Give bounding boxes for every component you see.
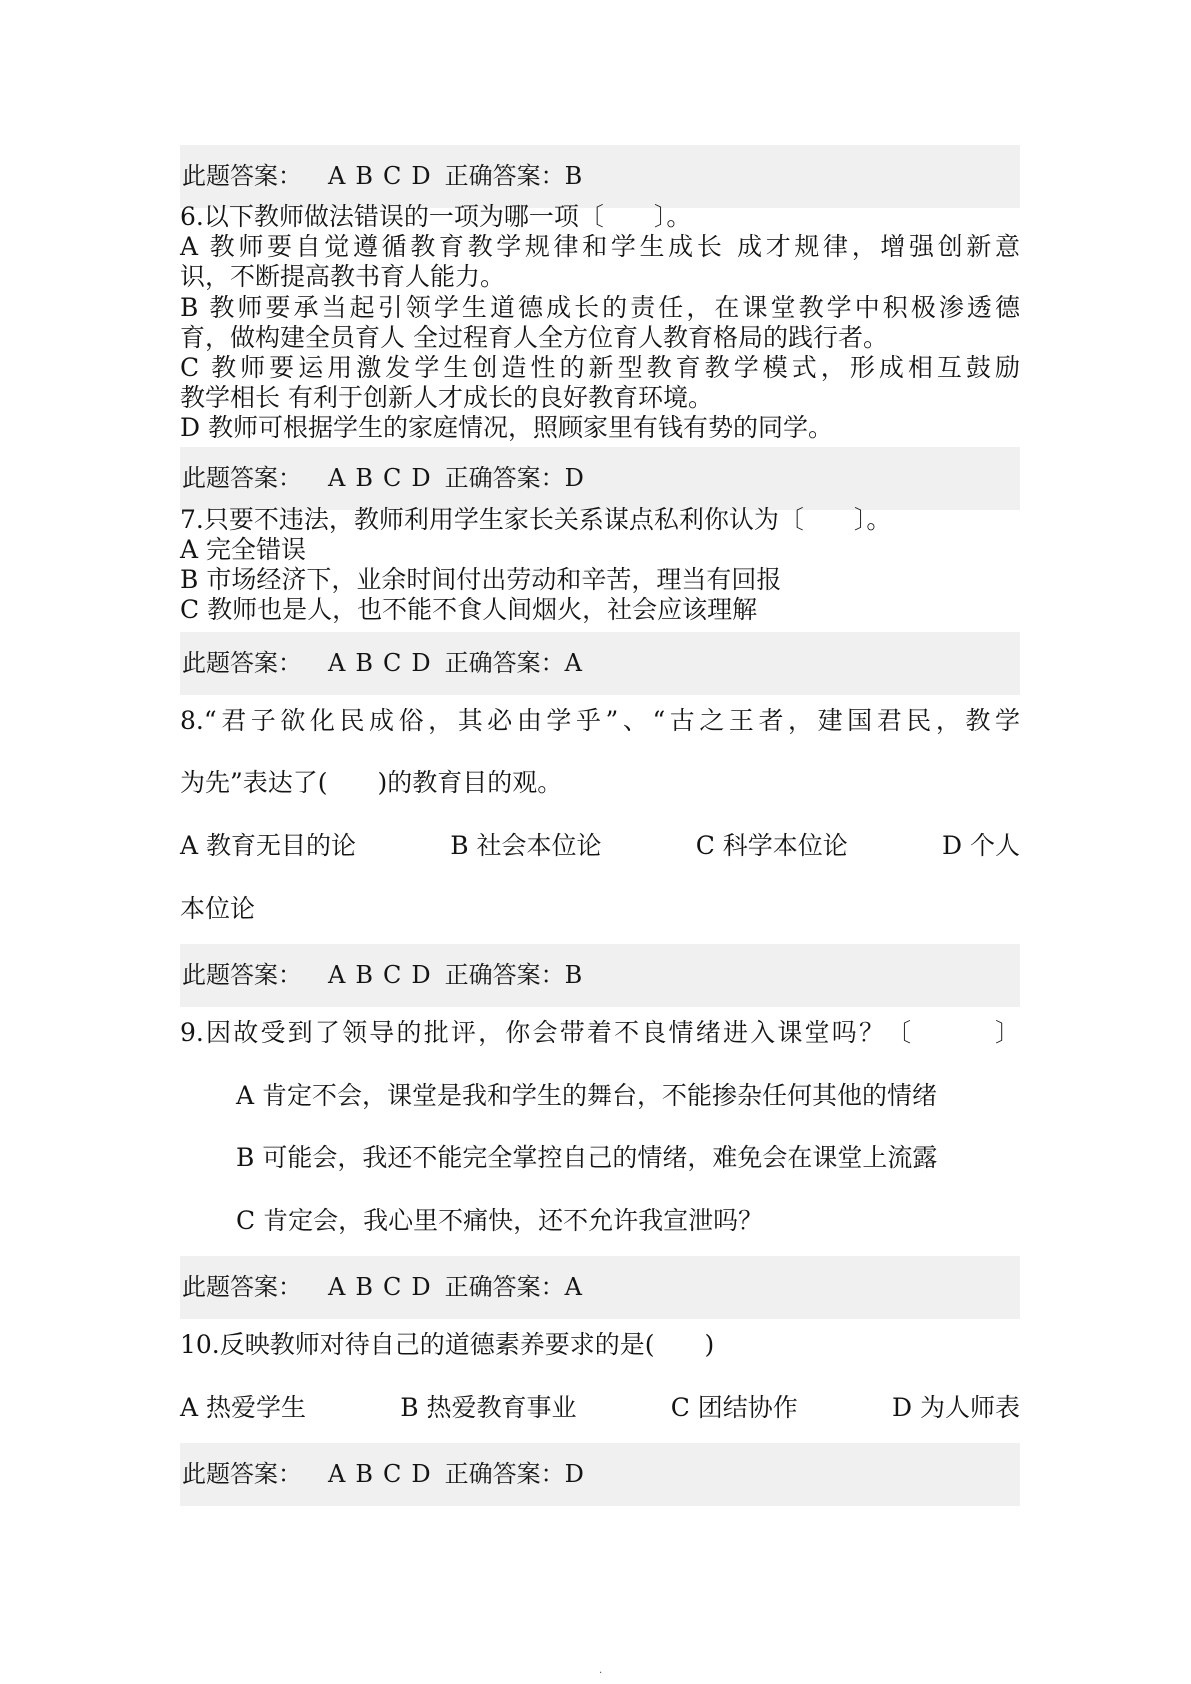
question-7-option-b: B 市场经济下，业余时间付出劳动和辛苦，理当有回报 [180, 565, 782, 594]
answer-option-c[interactable]: C [382, 162, 402, 190]
question-8-option-d: D 个人 [941, 831, 1020, 860]
answer-option-c[interactable]: C [382, 1460, 402, 1488]
question-9-stem: 9.因故受到了领导的批评，你会带着不良情绪进入课堂吗？〔 〕 [180, 1018, 1020, 1047]
question-10-option-c: C 团结协作 [670, 1393, 798, 1422]
correct-answer-label: 正确答案： [444, 464, 565, 492]
question-10-options [180, 1393, 1020, 1423]
question-9-option-c: C 肯定会，我心里不痛快，还不允许我宣泄吗？ [236, 1206, 764, 1235]
answer-option-a[interactable]: A [328, 961, 346, 989]
answer-option-d[interactable]: D [411, 464, 431, 492]
question-6-option-a: A 教师要自觉遵循教育教学规律和学生成长 成才规律，增强创新意 [180, 232, 1020, 261]
answer-box [180, 944, 1020, 1007]
question-8-option-b: B 社会本位论 [450, 831, 602, 860]
correct-answer-value: B [564, 961, 583, 989]
question-8-option-a: A 教育无目的论 [180, 831, 357, 860]
answer-option-b[interactable]: B [355, 162, 373, 190]
question-6-stem: 6.以下教师做法错误的一项为哪一项〔 〕。 [180, 202, 692, 231]
answer-option-a[interactable]: A [328, 162, 346, 190]
question-9-option-b: B 可能会，我还不能完全掌控自己的情绪，难免会在课堂上流露 [236, 1143, 938, 1172]
answer-box [180, 632, 1020, 695]
answer-option-b[interactable]: B [355, 649, 373, 677]
question-9-option-a: A 肯定不会，课堂是我和学生的舞台，不能掺杂任何其他的情绪 [236, 1081, 938, 1110]
answer-option-d[interactable]: D [411, 961, 431, 989]
answer-option-d[interactable]: D [411, 162, 431, 190]
correct-answer-value: A [564, 1273, 582, 1301]
question-7-option-a: A 完全错误 [180, 535, 307, 564]
question-8-options [180, 831, 1020, 861]
answer-label: 此题答案： [182, 464, 302, 492]
correct-answer-value: D [564, 1460, 584, 1488]
question-10-stem: 10.反映教师对待自己的道德素养要求的是( ) [180, 1330, 715, 1359]
answer-option-b[interactable]: B [355, 961, 373, 989]
question-8-stem-cont: 为先”表达了( )的教育目的观。 [180, 768, 563, 797]
answer-option-c[interactable]: C [382, 961, 402, 989]
answer-option-b[interactable]: B [355, 464, 373, 492]
question-6-option-c-cont: 教学相长 有利于创新人才成长的良好教育环境。 [180, 383, 713, 412]
answer-option-d[interactable]: D [411, 649, 431, 677]
answer-option-c[interactable]: C [382, 1273, 402, 1301]
answer-label: 此题答案： [182, 649, 302, 677]
answer-box [180, 1443, 1020, 1506]
question-8-stem: 8.“君子欲化民成俗，其必由学乎”、“古之王者，建国君民，教学 [180, 706, 1020, 735]
answer-option-a[interactable]: A [328, 1460, 346, 1488]
correct-answer-value: A [564, 649, 582, 677]
question-6-option-a-cont: 识，不断提高教书育人能力。 [180, 262, 506, 291]
question-8-option-d-cont: 本位论 [180, 894, 256, 923]
answer-label: 此题答案： [182, 162, 302, 190]
answer-box [180, 1256, 1020, 1319]
question-6-option-d: D 教师可根据学生的家庭情况，照顾家里有钱有势的同学。 [180, 413, 833, 442]
correct-answer-label: 正确答案： [444, 961, 565, 989]
question-10-option-b: B 热爱教育事业 [400, 1393, 577, 1422]
answer-box [180, 447, 1020, 510]
correct-answer-value: B [564, 162, 583, 190]
answer-option-b[interactable]: B [355, 1273, 373, 1301]
answer-option-d[interactable]: D [411, 1460, 431, 1488]
correct-answer-label: 正确答案： [444, 162, 565, 190]
question-10-option-d: D 为人师表 [891, 1393, 1020, 1422]
question-7-stem: 7.只要不违法，教师利用学生家长关系谋点私利你认为〔 〕。 [180, 505, 892, 534]
correct-answer-label: 正确答案： [444, 1460, 565, 1488]
question-6-option-c: C 教师要运用激发学生创造性的新型教育教学模式，形成相互鼓励 [180, 353, 1020, 382]
answer-option-c[interactable]: C [382, 649, 402, 677]
question-10-option-a: A 热爱学生 [180, 1393, 307, 1422]
answer-label: 此题答案： [182, 1460, 302, 1488]
question-8-option-c: C 科学本位论 [695, 831, 848, 860]
answer-option-d[interactable]: D [411, 1273, 431, 1301]
question-7-option-c: C 教师也是人，也不能不食人间烟火，社会应该理解 [180, 595, 758, 624]
correct-answer-label: 正确答案： [444, 649, 565, 677]
question-6-option-b: B 教师要承当起引领学生道德成长的责任，在课堂教学中积极渗透德 [180, 293, 1020, 322]
correct-answer-label: 正确答案： [444, 1273, 565, 1301]
answer-box [180, 145, 1020, 208]
answer-option-a[interactable]: A [328, 649, 346, 677]
answer-option-b[interactable]: B [355, 1460, 373, 1488]
answer-option-a[interactable]: A [328, 1273, 346, 1301]
page-footer-dot: . [599, 1665, 603, 1676]
answer-option-a[interactable]: A [328, 464, 346, 492]
question-6-option-b-cont: 育，做构建全员育人 全过程育人全方位育人教育格局的践行者。 [180, 323, 888, 352]
correct-answer-value: D [564, 464, 584, 492]
answer-option-c[interactable]: C [382, 464, 402, 492]
answer-label: 此题答案： [182, 961, 302, 989]
answer-label: 此题答案： [182, 1273, 302, 1301]
